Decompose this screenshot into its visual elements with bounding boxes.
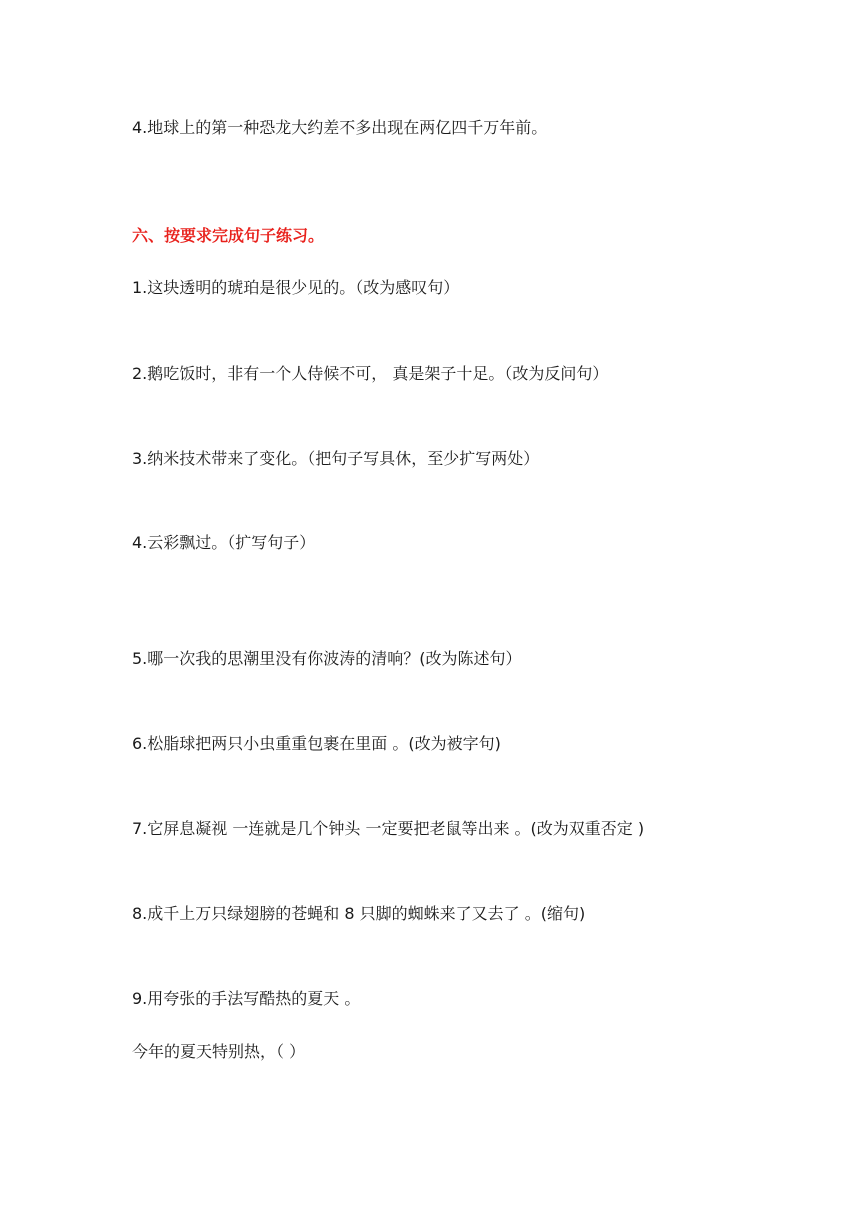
answer-prompt: 今年的夏天特别热，（ ）: [132, 1042, 306, 1061]
question-1: 1.这块透明的琥珀是很少见的。（改为感叹句）: [132, 278, 460, 297]
question-2: 2.鹅吃饭时，非有一个人侍候不可， 真是架子十足。（改为反问句）: [132, 364, 609, 383]
question-5: 5.哪一次我的思潮里没有你波涛的清响？(改为陈述句）: [132, 649, 522, 668]
question-6: 6.松脂球把两只小虫重重包裹在里面 。(改为被字句): [132, 734, 501, 753]
question-8: 8.成千上万只绿翅膀的苍蝇和 8 只脚的蜘蛛来了又去了 。(缩句): [132, 904, 586, 923]
question-7: 7.它屏息凝视 一连就是几个钟头 一定要把老鼠等出来 。(改为双重否定 ): [132, 819, 645, 838]
question-9: 9.用夸张的手法写酷热的夏天 。: [132, 989, 361, 1008]
question-4: 4.云彩飘过。（扩写句子）: [132, 533, 316, 552]
previous-question-4: 4.地球上的第一种恐龙大约差不多出现在两亿四千万年前。: [132, 118, 548, 137]
question-3: 3.纳米技术带来了变化。（把句子写具休，至少扩写两处）: [132, 449, 540, 468]
section-title: 六、按要求完成句子练习。: [132, 226, 325, 245]
